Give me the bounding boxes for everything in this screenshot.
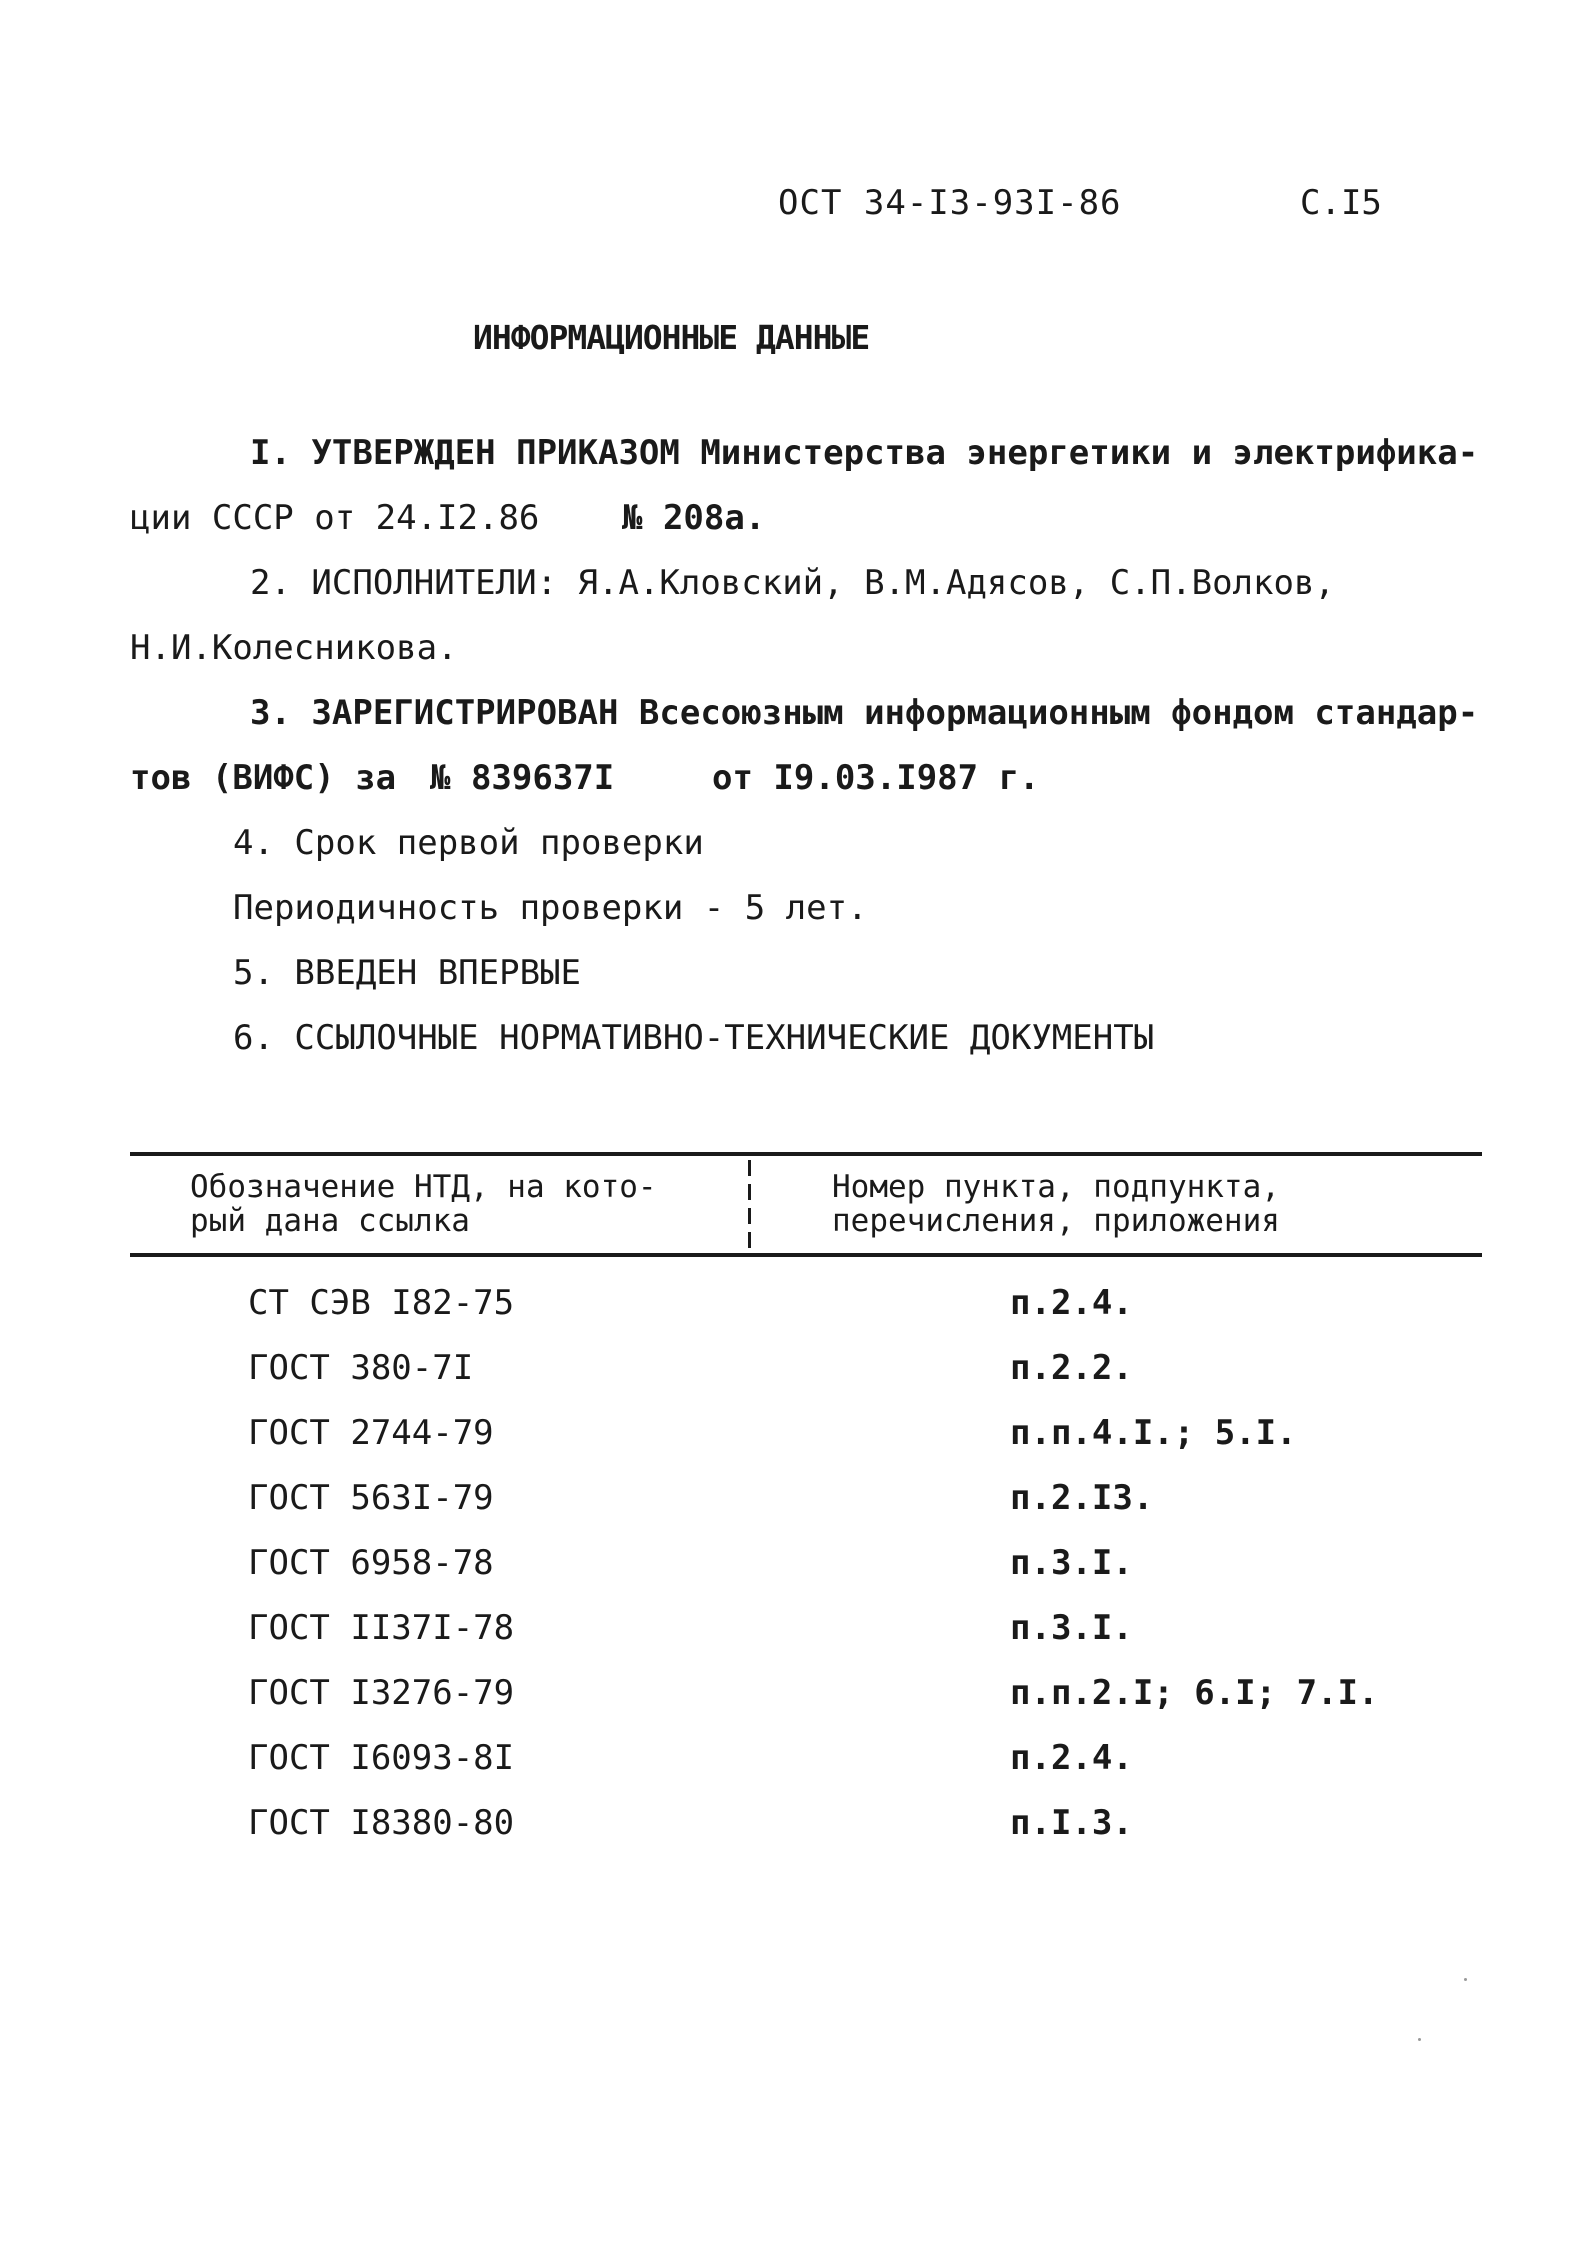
item-3-registration-date: от I9.03.I987 г. — [712, 758, 1040, 798]
table-row-doc: ГОСТ II37I-78 — [248, 1608, 515, 1648]
table-row-doc: ГОСТ 380-7I — [248, 1348, 474, 1388]
document-code: ОСТ 34-I3-93I-86 — [778, 183, 1122, 223]
table-row-doc: ГОСТ 2744-79 — [248, 1413, 494, 1453]
item-1-line-1: I. УТВЕРЖДЕН ПРИКАЗОМ Министерства энергетики и электрифика- — [250, 433, 1479, 473]
table-header-clause-line-1: Номер пункта, подпункта, — [832, 1169, 1280, 1205]
table-column-separator — [748, 1160, 751, 1250]
item-1-line-2: ции СССР от 24.I2.86 — [130, 498, 540, 538]
table-row-ref: п.3.I. — [1010, 1543, 1133, 1583]
item-6: 6. ССЫЛОЧНЫЕ НОРМАТИВНО-ТЕХНИЧЕСКИЕ ДОКУМЕНТЫ — [233, 1018, 1155, 1058]
table-row-ref: п.2.4. — [1010, 1283, 1133, 1323]
table-top-rule — [130, 1152, 1482, 1156]
item-3-registration-number: № 839637I — [430, 758, 615, 798]
table-header-rule — [130, 1253, 1482, 1257]
table-header-designation — [190, 1170, 657, 1238]
table-row-ref: п.п.2.I; 6.I; 7.I. — [1010, 1673, 1379, 1713]
table-row-ref: п.2.4. — [1010, 1738, 1133, 1778]
table-row-ref: п.3.I. — [1010, 1608, 1133, 1648]
table-row-ref: п.2.2. — [1010, 1348, 1133, 1388]
table-row-ref: п.I.3. — [1010, 1803, 1133, 1843]
item-4-periodicity: Периодичность проверки - 5 лет. — [233, 888, 868, 928]
table-header-clause — [832, 1170, 1280, 1238]
item-4: 4. Срок первой проверки — [233, 823, 704, 863]
table-header-clause-line-2: перечисления, приложения — [832, 1203, 1280, 1239]
table-header-designation-line-2: рый дана ссылка — [190, 1203, 470, 1239]
item-3-line-2: тов (ВИФС) за — [130, 758, 397, 798]
item-5: 5. ВВЕДЕН ВПЕРВЫЕ — [233, 953, 581, 993]
page-title: ИНФОРМАЦИОННЫЕ ДАННЫЕ — [473, 318, 870, 357]
table-row-ref: п.п.4.I.; 5.I. — [1010, 1413, 1297, 1453]
table-row-doc: СТ СЭВ I82-75 — [248, 1283, 515, 1323]
table-row-doc: ГОСТ 6958-78 — [248, 1543, 494, 1583]
item-1-order-number: № 208а. — [622, 498, 766, 538]
table-row-doc: ГОСТ I6093-8I — [248, 1738, 515, 1778]
table-row-doc: ГОСТ I8380-80 — [248, 1803, 515, 1843]
page-number: С.I5 — [1300, 183, 1382, 223]
table-header-designation-line-1: Обозначение НТД, на кото- — [190, 1169, 657, 1205]
item-2-line-2: Н.И.Колесникова. — [130, 628, 458, 668]
scan-speck — [1464, 1978, 1467, 1981]
table-row-doc: ГОСТ I3276-79 — [248, 1673, 515, 1713]
item-3-line-1: 3. ЗАРЕГИСТРИРОВАН Всесоюзным информационным фондом стандар- — [250, 693, 1479, 733]
item-2-line-1: 2. ИСПОЛНИТЕЛИ: Я.А.Кловский, В.М.Адясов, С.П.Волков, — [250, 563, 1335, 603]
table-row-doc: ГОСТ 563I-79 — [248, 1478, 494, 1518]
scan-speck — [1418, 2038, 1421, 2041]
table-row-ref: п.2.I3. — [1010, 1478, 1154, 1518]
